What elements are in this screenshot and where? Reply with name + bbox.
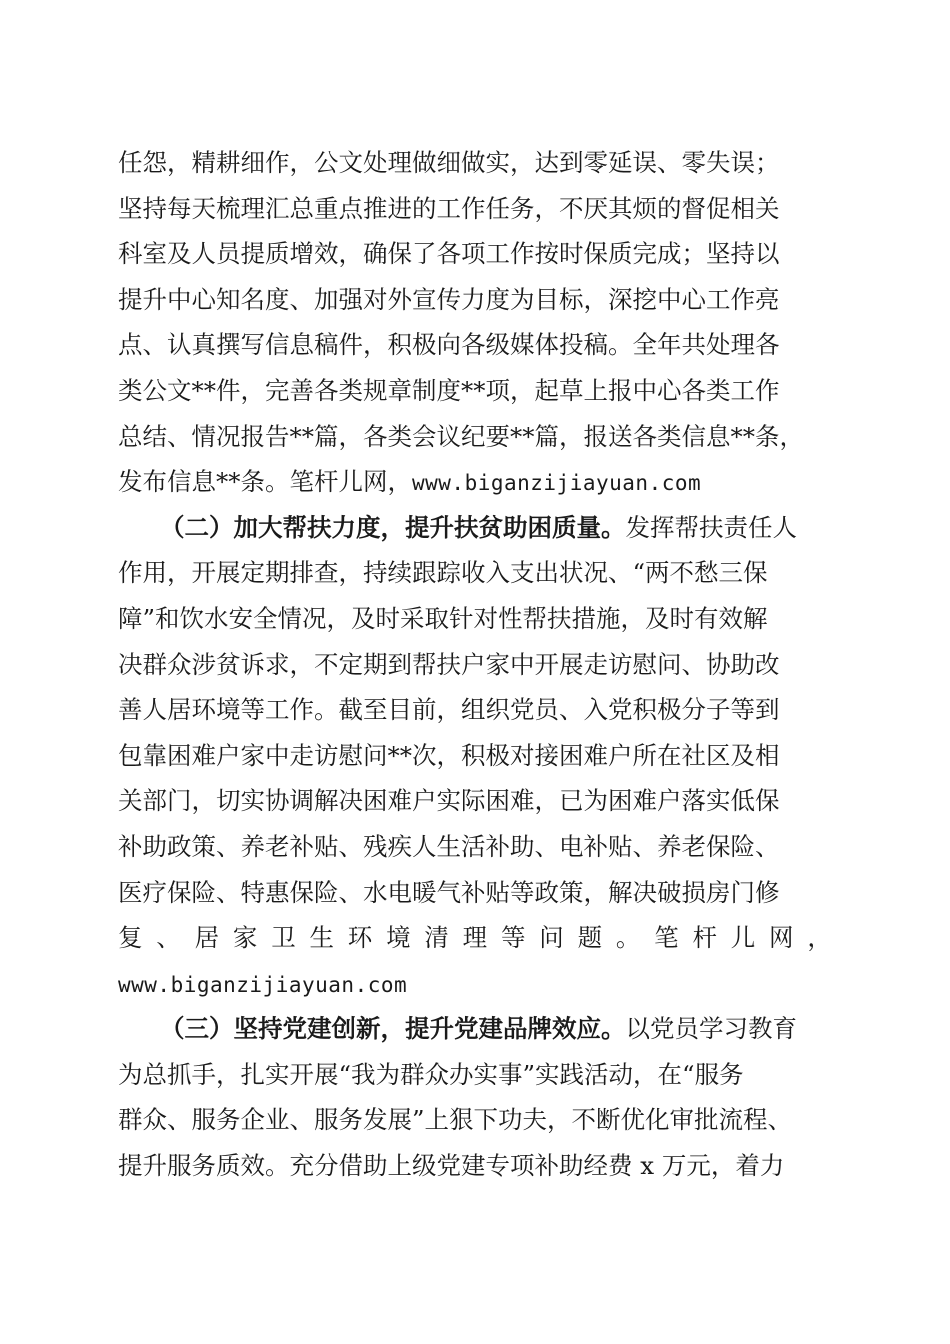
text-char: 问 bbox=[539, 923, 564, 953]
text-line: 任怨，精耕细作，公文处理做细做实，达到零延误、零失误； bbox=[118, 148, 780, 177]
paragraph-1 bbox=[118, 140, 832, 505]
text-line: 决群众涉贫诉求，不定期到帮扶户家中开展走访慰问、协助改 bbox=[118, 649, 780, 679]
text-span: 发挥帮扶责任人 bbox=[625, 512, 797, 542]
text-span: 发布信息**条。笔杆儿网， bbox=[118, 467, 412, 497]
section-heading: （二）加大帮扶力度，提升扶贫助困质量。 bbox=[160, 512, 626, 542]
justified-line bbox=[118, 915, 832, 961]
text-line bbox=[118, 961, 832, 1007]
document-body bbox=[118, 140, 832, 1189]
text-char: 题 bbox=[577, 923, 603, 953]
text-char: 境 bbox=[386, 923, 411, 953]
text-char: 生 bbox=[309, 923, 334, 953]
text-line: 补助政策、养老补贴、残疾人生活补助、电补贴、养老保险、 bbox=[118, 831, 780, 861]
text-char: 、 bbox=[156, 923, 181, 953]
text-line bbox=[118, 505, 832, 551]
website-url: www.biganzijiayuan.com bbox=[412, 471, 702, 496]
text-line: 为总抓手，扎实开展“我为群众办实事”实践活动，在“服务 bbox=[118, 1059, 744, 1089]
text-char: 卫 bbox=[271, 923, 296, 953]
text-char: 复 bbox=[118, 923, 143, 953]
text-char: 家 bbox=[232, 923, 258, 953]
text-char: 笔 bbox=[654, 923, 679, 953]
text-line bbox=[118, 1006, 832, 1052]
text-line: 善人居环境等工作。截至目前，组织党员、入党积极分子等到 bbox=[118, 695, 780, 725]
text-line: 作用，开展定期排查，持续跟踪收入支出状况、“两不愁三保 bbox=[118, 558, 768, 588]
text-char: 。 bbox=[615, 923, 641, 953]
website-url: www.biganzijiayuan.com bbox=[118, 972, 408, 997]
text-span: 以党员学习教育 bbox=[625, 1014, 797, 1044]
paragraph-2 bbox=[118, 505, 832, 1007]
text-char: 理 bbox=[462, 923, 488, 953]
text-line: 类公文**件，完善各类规章制度**项，起草上报中心各类工作 bbox=[118, 375, 780, 405]
paragraph-3 bbox=[118, 1006, 832, 1188]
text-line: 点、认真撰写信息稿件，积极向各级媒体投稿。全年共处理各 bbox=[118, 330, 780, 360]
section-heading: （三）坚持党建创新，提升党建品牌效应。 bbox=[160, 1014, 626, 1044]
text-line: 提升服务质效。充分借助上级党建专项补助经费 x 万元，着力 bbox=[118, 1151, 785, 1181]
text-line: 提升中心知名度、加强对外宣传力度为目标，深挖中心工作亮 bbox=[118, 284, 780, 314]
text-char: ， bbox=[807, 923, 832, 953]
text-line: 总结、情况报告**篇，各类会议纪要**篇，报送各类信息**条， bbox=[118, 421, 804, 451]
text-line: 群众、服务企业、服务发展”上狠下功夫，不断优化审批流程、 bbox=[118, 1105, 793, 1135]
text-line: 坚持每天梳理汇总重点推进的工作任务，不厌其烦的督促相关 bbox=[118, 193, 780, 223]
text-char: 清 bbox=[424, 923, 449, 953]
text-line: 关部门，切实协调解决困难户实际困难，已为困难户落实低保 bbox=[118, 786, 780, 816]
text-line bbox=[118, 459, 832, 505]
text-char: 居 bbox=[194, 923, 220, 953]
text-line: 包靠困难户家中走访慰问**次，积极对接困难户所在社区及相 bbox=[118, 740, 780, 770]
text-char: 儿 bbox=[730, 923, 756, 953]
text-line: 医疗保险、特惠保险、水电暖气补贴等政策，解决破损房门修 bbox=[118, 877, 780, 907]
text-char: 网 bbox=[769, 923, 794, 953]
text-line: 障”和饮水安全情况，及时采取针对性帮扶措施，及时有效解 bbox=[118, 603, 768, 633]
text-char: 等 bbox=[500, 923, 526, 953]
text-char: 环 bbox=[347, 923, 373, 953]
text-char: 杆 bbox=[692, 923, 717, 953]
text-line: 科室及人员提质增效，确保了各项工作按时保质完成；坚持以 bbox=[118, 239, 780, 269]
